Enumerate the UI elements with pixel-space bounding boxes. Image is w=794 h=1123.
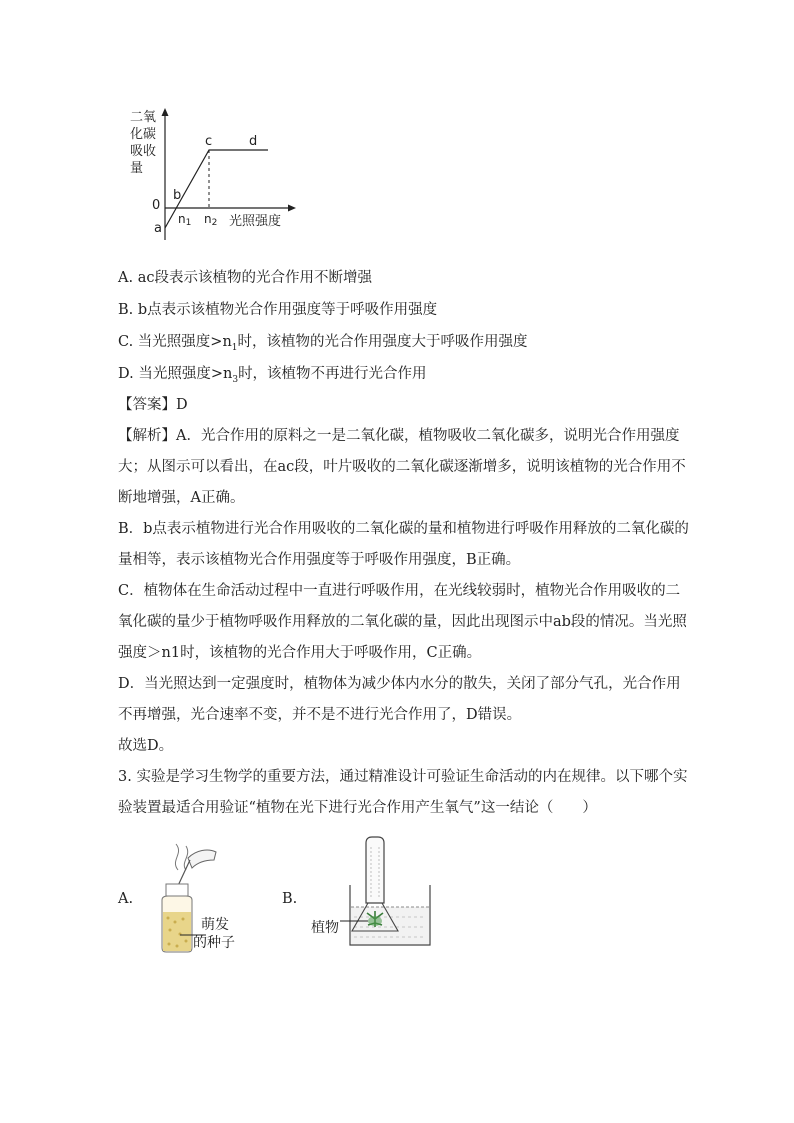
- ylabel-line-1: 二氧: [130, 110, 157, 125]
- hand-icon: [188, 850, 216, 868]
- figure-b-letter: B.: [282, 891, 298, 907]
- analysis-line-1: 【解析】A．光合作用的原料之一是二氧化碳，植物吸收二氧化碳多，说明光合作用强度: [118, 428, 680, 444]
- question-3-line-1: 3. 实验是学习生物学的重要方法，通过精准设计可验证生命活动的内在规律。以下哪个实: [118, 769, 688, 785]
- point-a-label: a: [154, 221, 162, 236]
- figure-b-plant-apparatus: [340, 835, 440, 950]
- smoke-lines: [175, 844, 187, 870]
- x-axis-arrow: [288, 205, 296, 212]
- point-c-label: c: [205, 134, 213, 149]
- n1-label: n1: [178, 212, 192, 228]
- point-d-label: d: [249, 134, 258, 149]
- figure-a-label-1: 萌发: [201, 917, 229, 933]
- test-tube: [366, 837, 384, 903]
- ylabel-line-4: 量: [130, 161, 144, 176]
- analysis-line-6: C．植物体在生命活动过程中一直进行呼吸作用，在光线较弱时，植物光合作用吸收的二: [118, 583, 681, 599]
- figure-a-letter: A.: [118, 891, 134, 907]
- option-d: D. 当光照强度$>n_3$时，该植物不再进行光合作用: [118, 366, 427, 385]
- point-b-label: b: [173, 188, 182, 203]
- figure-b-label: 植物: [311, 920, 339, 936]
- option-b: B. b点表示该植物光合作用强度等于呼吸作用强度: [118, 302, 438, 318]
- analysis-line-5: 量相等，表示该植物光合作用强度等于呼吸作用强度，B正确。: [118, 552, 521, 568]
- answer: 【答案】D: [118, 397, 188, 413]
- analysis-line-3: 断地增强，A正确。: [118, 490, 245, 506]
- n2-label: n2: [204, 212, 218, 228]
- question-3-line-2: 验装置最适合用验证“植物在光下进行光合作用产生氧气”这一结论（ ）: [118, 800, 597, 816]
- analysis-line-4: B．b点表示植物进行光合作用吸收的二氧化碳的量和植物进行呼吸作用释放的二氧化碳的: [118, 521, 689, 537]
- analysis-line-10: 不再增强，光合速率不变，并不是不进行光合作用了，D错误。: [118, 707, 522, 723]
- analysis-line-7: 氧化碳的量少于植物呼吸作用释放的二氧化碳的量，因此出现图示中ab段的情况。当光照: [118, 614, 687, 630]
- y-axis-arrow: [162, 108, 169, 116]
- analysis-line-2: 大；从图示可以看出，在ac段，叶片吸收的二氧化碳逐渐增多，说明该植物的光合作用不: [118, 459, 686, 475]
- analysis-line-9: D．当光照达到一定强度时，植物体为减少体内水分的散失，关闭了部分气孔，光合作用: [118, 676, 681, 692]
- co2-absorption-graph: [118, 100, 318, 250]
- analysis-line-8: 强度＞n1时，该植物的光合作用大于呼吸作用，C正确。: [118, 645, 482, 661]
- option-c: C. 当光照强度$>n_1$时，该植物的光合作用强度大于呼吸作用强度: [118, 334, 528, 353]
- xlabel: 光照强度: [229, 214, 282, 229]
- origin-zero: 0: [152, 198, 161, 213]
- ylabel-line-3: 吸收: [130, 144, 157, 159]
- option-a: A. ac段表示该植物的光合作用不断增强: [118, 270, 372, 286]
- figure-a-label-2: 的种子: [193, 935, 235, 951]
- ylabel-line-2: 化碳: [130, 127, 157, 142]
- analysis-line-11: 故选D。: [118, 738, 174, 754]
- bottle-neck: [166, 884, 188, 896]
